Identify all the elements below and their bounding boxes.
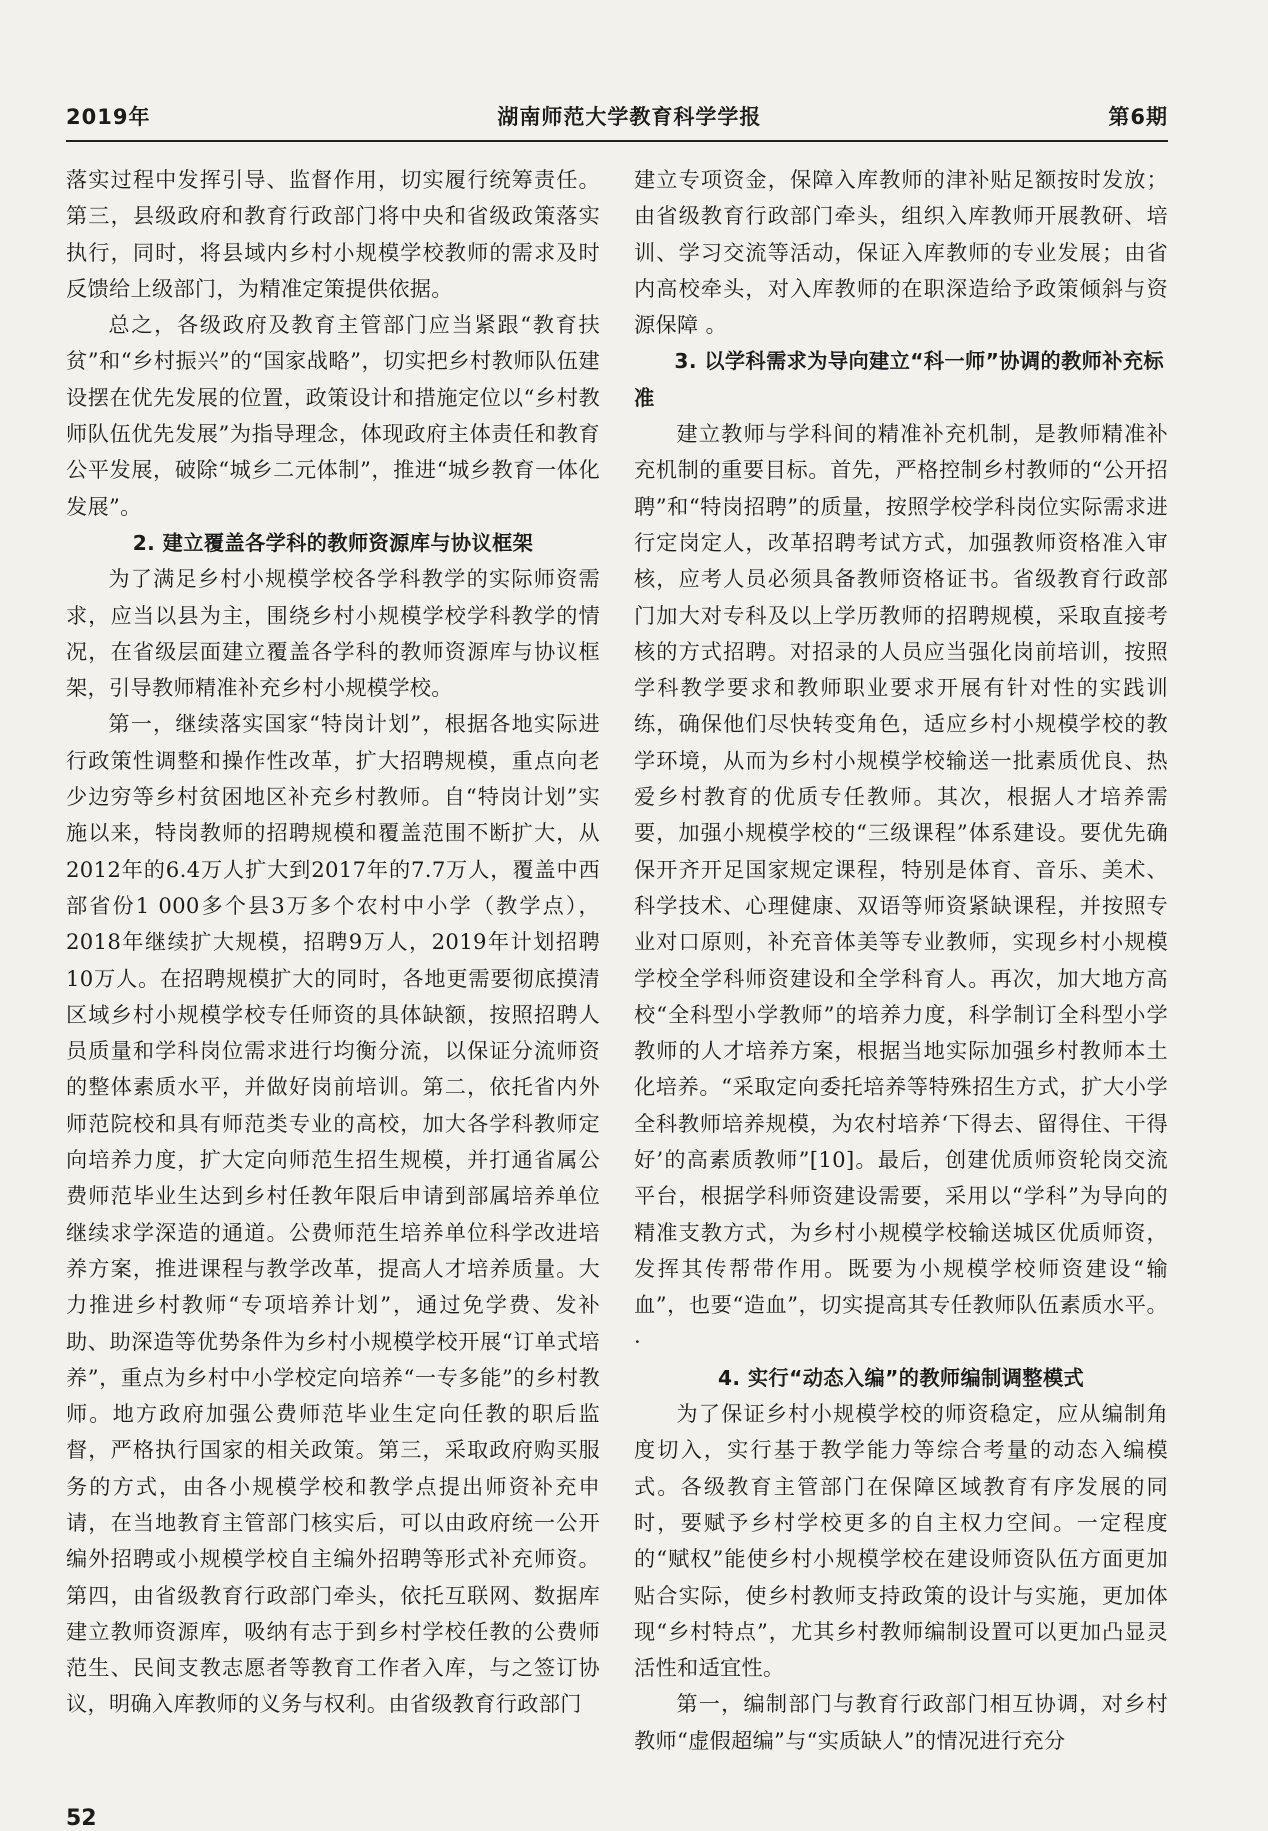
- left-paragraph-2: 总之，各级政府及教育主管部门应当紧跟“教育扶贫”和“乡村振兴”的“国家战略”，切实把乡村教师队伍建设摆在优先发展的位置，政策设计和措施定位以“乡村教师队伍优先发展”为指导理念，体现政府主体责任和教育公平发展，破除“城乡二元体制”，推进“城乡教育一体化发展”。: [66, 312, 600, 519]
- right-paragraph-3: 为了保证乡村小规模学校的师资稳定，应从编制角度切入，实行基于教学能力等综合考量的动态入编模式。各级教育主管部门在保障区域教育有序发展的同时，要赋予乡村学校更多的自主权力空间。一定程度的“赋权”能使乡村小规模学校在建设师资队伍方面更加贴合实际，使乡村教师支持政策的设计与实施，更加体现“乡村特点”，尤其乡村教师编制设置可以更加凸显灵活性和适宜性。: [634, 1401, 1168, 1681]
- section-heading-3: 3. 以学科需求为导向建立“科一师”协调的教师补充标准: [634, 349, 1165, 410]
- right-paragraph-4: 第一，编制部门与教育行政部门相互协调，对乡村教师“虚假超编”与“实质缺人”的情况进行充分: [634, 1691, 1168, 1753]
- header-journal-title: 湖南师范大学教育科学学报: [497, 105, 762, 129]
- section-heading-4: 4. 实行“动态入编”的教师编制调整模式: [717, 1365, 1085, 1390]
- right-column: [634, 162, 1168, 1759]
- header-rule: [66, 140, 1168, 142]
- right-paragraph-1: 建立专项资金，保障入库教师的津补贴足额按时发放；由省级教育行政部门牵头，组织入库教师开展教研、培训、学习交流等活动，保证入库教师的专业发展；由省内高校牵头，对入库教师的在职深造给予政策倾斜与资源保障 。: [634, 167, 1168, 338]
- header-issue: 第6期: [1108, 105, 1168, 129]
- left-paragraph-4: 第一，继续落实国家“特岗计划”，根据各地实际进行政策性调整和操作性改革，扩大招聘规模，重点向老少边穷等乡村贫困地区补充乡村教师。自“特岗计划”实施以来，特岗教师的招聘规模和覆盖范围不断扩大，从2012年的6.4万人扩大到2017年的7.7万人，覆盖中西部省份1 000多个县3万多个农村中小学（教学点），2018年继续扩大规模，招聘9万人，2019年计划招聘10万人。在招聘规模扩大的同时，各地更需要彻底摸清区域乡村小规模学校专任师资的具体缺额，按照招聘人员质量和学科岗位需求进行均衡分流，以保证分流师资的整体素质水平，并做好岗前培训。第二，依托省内外师范院校和具有师范类专业的高校，加大各学科教师定向培养力度，扩大定向师范生招生规模，并打通省属公费师范毕业生达到乡村任教年限后申请到部属培养单位继续求学深造的通道。公费师范生培养单位科学改进培养方案，推进课程与教学改革，提高人才培养质量。大力推进乡村教师“专项培养计划”，通过免学费、发补助、助深造等优势条件为乡村小规模学校开展“订单式培养”，重点为乡村中小学校定向培养“一专多能”的乡村教师。地方政府加强公费师范毕业生定向任教的职后监督，严格执行国家的相关政策。第三，采取政府购买服务的方式，由各小规模学校和教学点提出师资补充申请，在当地教育主管部门核实后，可以由政府统一公开编外招聘或小规模学校自主编外招聘等形式补充师资。第四，由省级教育行政部门牵头，依托互联网、数据库建立教师资源库，吸纳有志于到乡村学校任教的公费师范生、民间支教志愿者等教育工作者入库，与之签订协议，明确入库教师的义务与权利。由省级教育行政部门: [66, 711, 600, 1717]
- left-paragraph-3: 为了满足乡村小规模学校各学科教学的实际师资需求，应当以县为主，围绕乡村小规模学校学科教学的情况，在省级层面建立覆盖各学科的教师资源库与协议框架，引导教师精准补充乡村小规模学校。: [66, 566, 600, 701]
- header-year: 2019年: [66, 105, 151, 129]
- section-heading-2: 2. 建立覆盖各学科的教师资源库与协议框架: [132, 530, 534, 555]
- page-number: 52: [66, 1806, 97, 1831]
- left-column: [66, 162, 600, 1723]
- right-paragraph-2: 建立教师与学科间的精准补充机制，是教师精准补充机制的重要目标。首先，严格控制乡村教师的“公开招聘”和“特岗招聘”的质量，按照学校学科岗位实际需求进行定岗定人，改革招聘考试方式，加强教师资格准入审核，应考人员必须具备教师资格证书。省级教育行政部门加大对专科及以上学历教师的招聘规模，采取直接考核的方式招聘。对招录的人员应当强化岗前培训，按照学科教学要求和教师职业要求开展有针对性的实践训练，确保他们尽快转变角色，适应乡村小规模学校的教学环境，从而为乡村小规模学校输送一批素质优良、热爱乡村教育的优质专任教师。其次，根据人才培养需要，加强小规模学校的“三级课程”体系建设。要优先确保开齐开足国家规定课程，特别是体育、音乐、美术、科学技术、心理健康、双语等师资紧缺课程，并按照专业对口原则，补充音体美等专业教师，实现乡村小规模学校全学科师资建设和全学科育人。再次，加大地方高校“全科型小学教师”的培养力度，科学制订全科型小学教师的人才培养方案，根据当地实际加强乡村教师本土化培养。“采取定向委托培养等特殊招生方式，扩大小学全科教师培养规模，为农村培养‘下得去、留得住、干得好’的高素质教师”[10]。最后，创建优质师资轮岗交流平台，根据学科师资建设需要，采用以“学科”为导向的精准支教方式，为乡村小规模学校输送城区优质师资，发挥其传帮带作用。既要为小规模学校师资建设“输血”，也要“造血”，切实提高其专任教师队伍素质水平。 ·: [634, 421, 1168, 1354]
- left-paragraph-1: 落实过程中发挥引导、监督作用，切实履行统筹责任。第三，县级政府和教育行政部门将中央和省级政策落实执行，同时，将县域内乡村小规模学校教师的需求及时反馈给上级部门，为精准定策提供依据。: [66, 167, 600, 301]
- running-header: [66, 96, 1168, 136]
